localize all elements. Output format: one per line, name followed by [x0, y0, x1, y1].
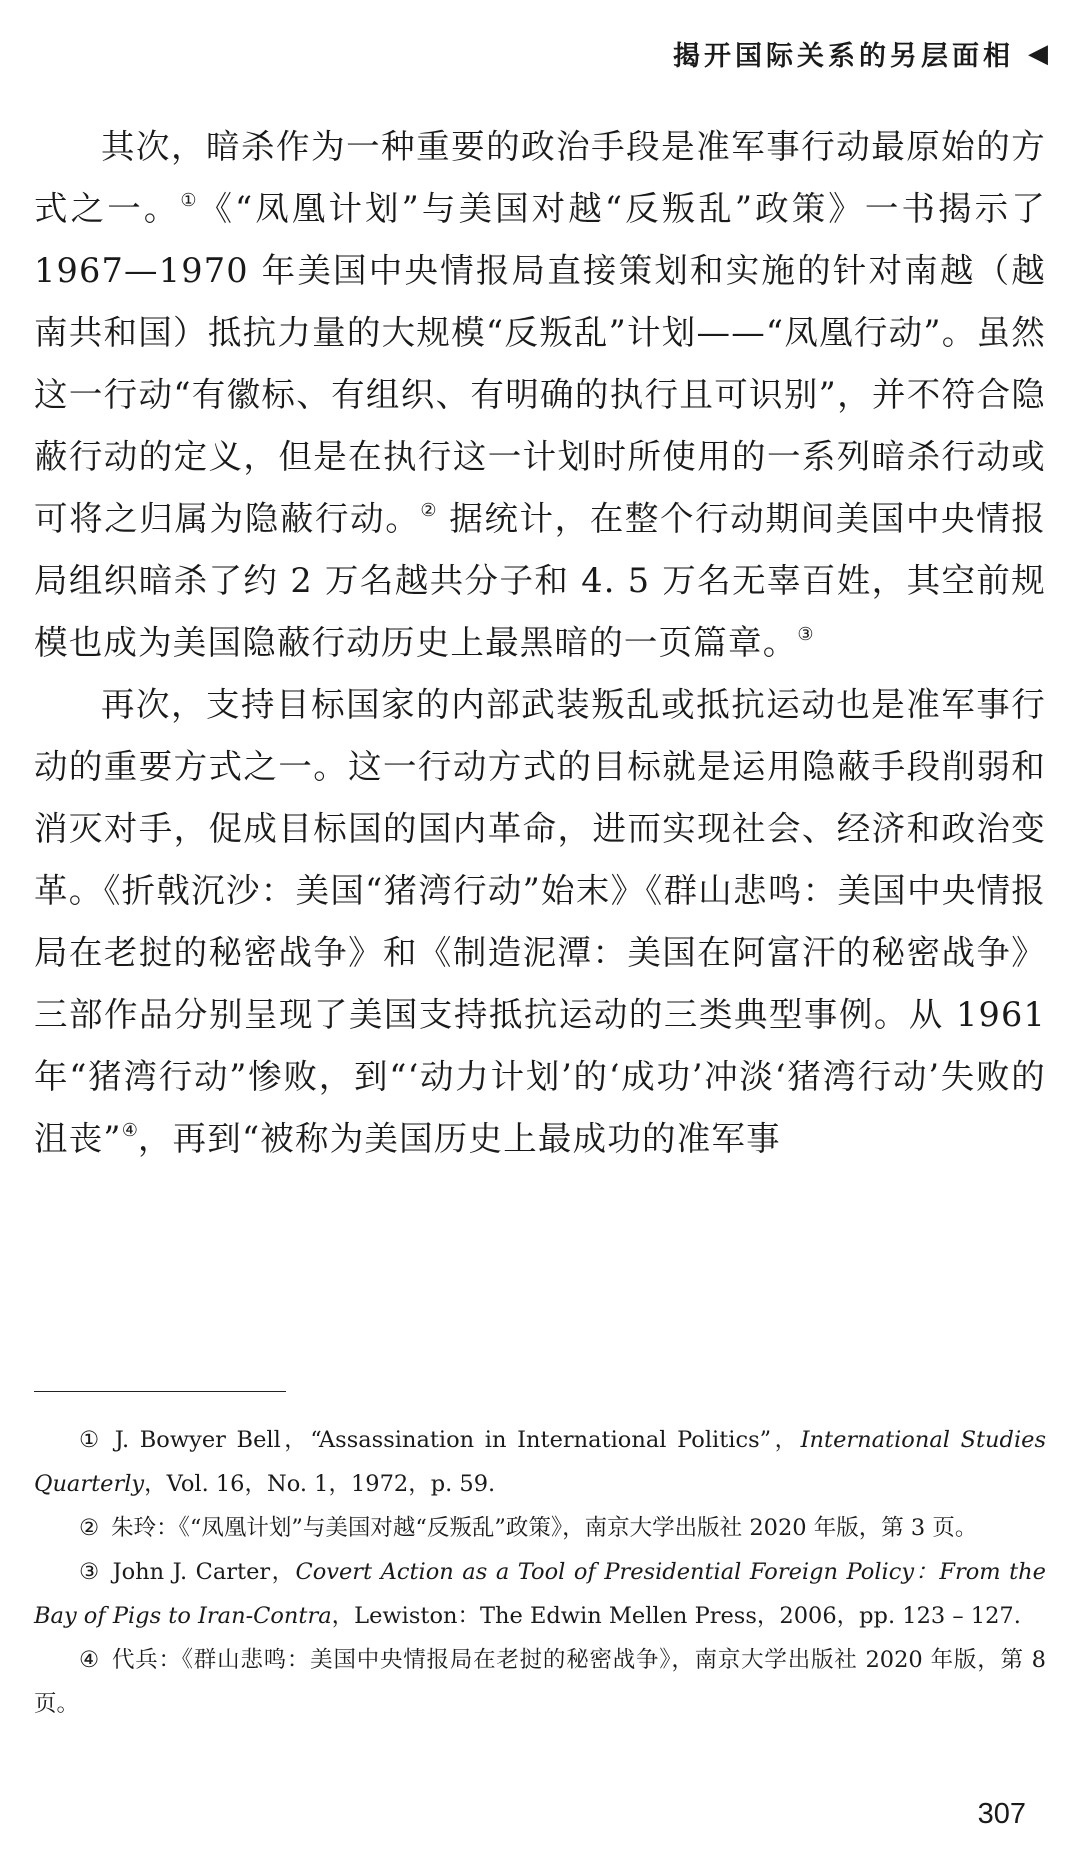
footnote-marker: ③ [797, 624, 814, 645]
text-run: 朱玲：《“凤凰计划”与美国对越“反叛乱”政策》，南京大学出版社 2020 年版，第 3 页。 [111, 1515, 978, 1541]
text-run: J. Bowyer Bell，“Assassination in International Politics”， [114, 1427, 801, 1453]
footnote-number: ② [79, 1515, 100, 1541]
text-run: ，Lewiston：The Edwin Mellen Press，2006，pp. 123 – 127. [331, 1603, 1021, 1629]
footnote-marker: ① [180, 190, 199, 211]
paragraph [34, 116, 1046, 674]
text-run: John J. Carter， [112, 1559, 296, 1585]
text-run: 代兵：《群山悲鸣：美国中央情报局在老挝的秘密战争》，南京大学出版社 2020 年版，第 8 页。 [34, 1647, 1046, 1717]
footnote [34, 1638, 1046, 1726]
footnote [34, 1506, 1046, 1550]
paragraph [34, 674, 1046, 1170]
running-header [673, 34, 1048, 73]
footnote-number: ③ [79, 1559, 101, 1585]
text-run: ，Vol. 16，No. 1，1972，p. 59. [144, 1471, 496, 1497]
page-number: 307 [977, 1798, 1026, 1830]
footnote-marker: ② [420, 500, 437, 521]
footnote-number: ① [79, 1427, 103, 1453]
footnotes [34, 1418, 1046, 1726]
footnote-divider [34, 1391, 286, 1392]
italic-title: Covert Action as a Tool of Presidential Foreign Policy：From the Bay of Pigs to Iran-Contra [34, 1559, 1046, 1629]
triangle-marker-icon: ◀ [1028, 38, 1048, 69]
footnote [34, 1418, 1046, 1506]
italic-title: International Studies Quarterly [34, 1427, 1047, 1497]
running-header-title: 揭开国际关系的另层面相 [673, 41, 1014, 72]
text-run: 据统计，在整个行动期间美国中央情报局组织暗杀了约 2 万名越共分子和 4. 5 万名无辜百姓，其空前规模也成为美国隐蔽行动历史上最黑暗的一页篇章。 [34, 499, 1047, 662]
text-run: 其次，暗杀作为一种重要的政治手段是准军事行动最原始的方式之一。 [34, 127, 1046, 228]
footnote-number: ④ [79, 1647, 100, 1673]
text-run: ，再到“被称为美国历史上最成功的准军事 [137, 1119, 781, 1158]
footnote [34, 1550, 1046, 1638]
text-run: 《“凤凰计划”与美国对越“反叛乱”政策》一书揭示了 1967—1970 年美国中央情报局直接策划和实施的针对南越（越南共和国）抵抗力量的大规模“反叛乱”计划——“凤凰行动”。虽然这一行动“有徽标、有组织、有明确的执行且可识别”，并不符合隐蔽行动的定义，但是在执行这一计划时所使用的一系列暗杀行动或可将之归属为隐蔽行动。 [34, 189, 1046, 538]
footnote-marker: ④ [121, 1120, 138, 1141]
text-run: 再次，支持目标国家的内部武装叛乱或抵抗运动也是准军事行动的重要方式之一。这一行动方式的目标就是运用隐蔽手段削弱和消灭对手，促成目标国的国内革命，进而实现社会、经济和政治变革。《折戟沉沙：美国“猪湾行动”始末》《群山悲鸣：美国中央情报局在老挝的秘密战争》和《制造泥潭：美国在阿富汗的秘密战争》三部作品分别呈现了美国支持抵抗运动的三类典型事例。从 1961 年“猪湾行动”惨败，到“‘动力计划’的‘成功’冲淡‘猪湾行动’失败的沮丧” [34, 685, 1046, 1158]
body-text [34, 116, 1046, 1170]
